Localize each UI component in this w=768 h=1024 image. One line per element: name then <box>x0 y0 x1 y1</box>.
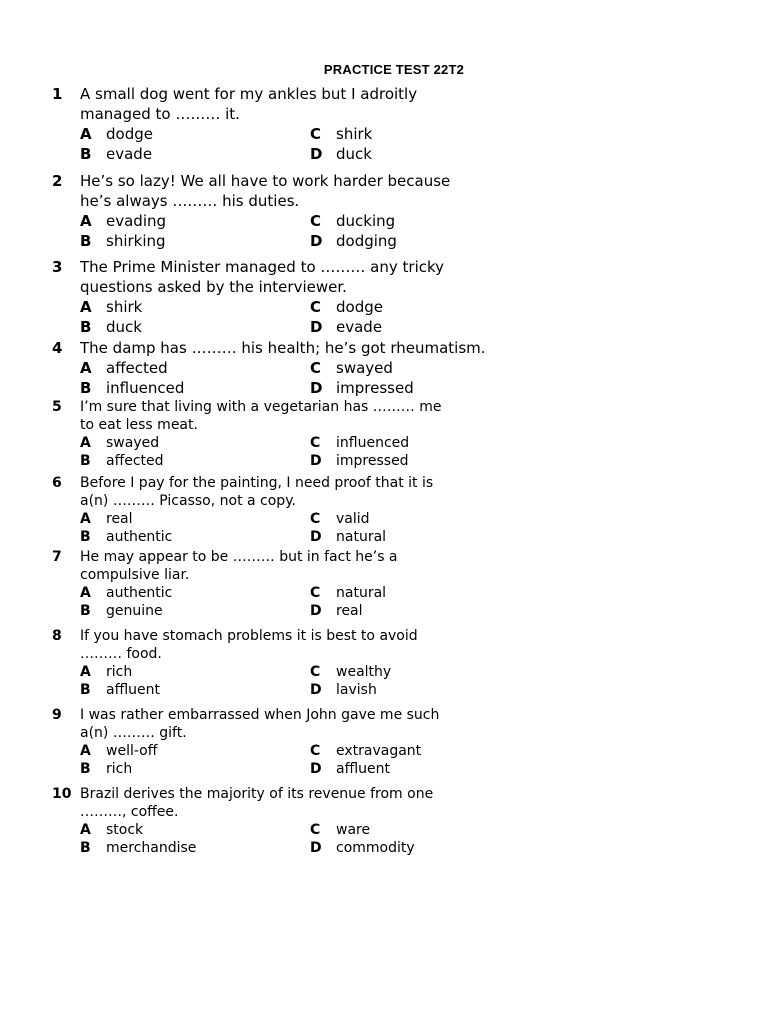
option-a: A rich <box>80 664 133 680</box>
question-number: 7 <box>52 549 62 565</box>
question-number: 4 <box>52 339 63 357</box>
question-text: He may appear to be ……… but in fact he’s a <box>80 549 398 565</box>
option-d: D affluent <box>310 761 390 777</box>
option-a: A evading <box>80 212 167 230</box>
question-text-continued: ……… food. <box>80 646 162 662</box>
option-b: B duck <box>80 318 142 336</box>
question-text: If you have stomach problems it is best to avoid <box>80 628 418 644</box>
option-c: C dodge <box>310 298 383 316</box>
option-a: A dodge <box>80 125 153 143</box>
question-number: 3 <box>52 258 63 276</box>
option-a: A shirk <box>80 298 143 316</box>
option-c: C shirk <box>310 125 373 143</box>
option-c: C natural <box>310 585 387 601</box>
question-8 <box>52 627 514 699</box>
question-text-continued: he’s always ……… his duties. <box>80 192 300 210</box>
option-d: D lavish <box>310 682 377 698</box>
option-a: A stock <box>80 822 144 838</box>
option-a: A real <box>80 511 133 527</box>
option-b: B shirking <box>80 232 166 250</box>
question-text-continued: a(n) ……… Picasso, not a copy. <box>80 493 296 509</box>
question-1 <box>52 84 514 164</box>
option-c: C wealthy <box>310 664 392 680</box>
question-text: The damp has ……… his health; he’s got rheumatism. <box>80 339 486 357</box>
option-d: D dodging <box>310 232 397 250</box>
option-a: A well-off <box>80 743 158 759</box>
question-text-continued: a(n) ……… gift. <box>80 725 187 741</box>
question-2 <box>52 171 514 251</box>
option-c: C ware <box>310 822 371 838</box>
question-text-continued: managed to ……… it. <box>80 105 240 123</box>
option-c: C valid <box>310 511 370 527</box>
question-9 <box>52 706 514 778</box>
question-number: 1 <box>52 85 63 103</box>
question-number: 8 <box>52 628 62 644</box>
question-6 <box>52 474 514 546</box>
option-d: D natural <box>310 529 387 545</box>
question-text: A small dog went for my ankles but I adroitly <box>80 85 418 103</box>
option-c: C extravagant <box>310 743 422 759</box>
option-b: B rich <box>80 761 133 777</box>
question-text-continued: compulsive liar. <box>80 567 190 583</box>
option-b: B affected <box>80 453 164 469</box>
question-number: 2 <box>52 172 63 190</box>
option-d: D real <box>310 603 363 619</box>
question-text-continued: to eat less meat. <box>80 417 198 433</box>
question-text: Brazil derives the majority of its revenue from one <box>80 786 434 802</box>
option-c: C influenced <box>310 435 410 451</box>
question-4 <box>52 338 514 398</box>
question-text: I’m sure that living with a vegetarian has ……… me <box>80 399 442 415</box>
question-10 <box>52 785 514 857</box>
question-number: 10 <box>52 786 72 802</box>
page-title: PRACTICE TEST 22T2 <box>323 62 465 77</box>
question-number: 9 <box>52 707 62 723</box>
question-number: 6 <box>52 475 62 491</box>
question-5 <box>52 398 514 470</box>
option-b: B evade <box>80 145 153 163</box>
option-a: A swayed <box>80 435 160 451</box>
question-text-continued: questions asked by the interviewer. <box>80 278 347 296</box>
option-d: D commodity <box>310 840 415 856</box>
option-d: D duck <box>310 145 372 163</box>
question-3 <box>52 257 514 337</box>
option-b: B genuine <box>80 603 163 619</box>
question-text-continued: ………, coffee. <box>80 804 179 820</box>
option-c: C ducking <box>310 212 396 230</box>
option-d: D impressed <box>310 379 414 397</box>
option-b: B authentic <box>80 529 173 545</box>
question-text: He’s so lazy! We all have to work harder because <box>80 172 451 190</box>
option-d: D impressed <box>310 453 409 469</box>
option-c: C swayed <box>310 359 393 377</box>
question-text: Before I pay for the painting, I need proof that it is <box>80 475 434 491</box>
option-b: B affluent <box>80 682 160 698</box>
option-a: A affected <box>80 359 168 377</box>
question-text: I was rather embarrassed when John gave me such <box>80 707 440 723</box>
option-b: B merchandise <box>80 840 197 856</box>
question-number: 5 <box>52 399 62 415</box>
question-7 <box>52 548 514 620</box>
question-text: The Prime Minister managed to ……… any tricky <box>80 258 445 276</box>
option-a: A authentic <box>80 585 173 601</box>
option-d: D evade <box>310 318 383 336</box>
option-b: B influenced <box>80 379 185 397</box>
